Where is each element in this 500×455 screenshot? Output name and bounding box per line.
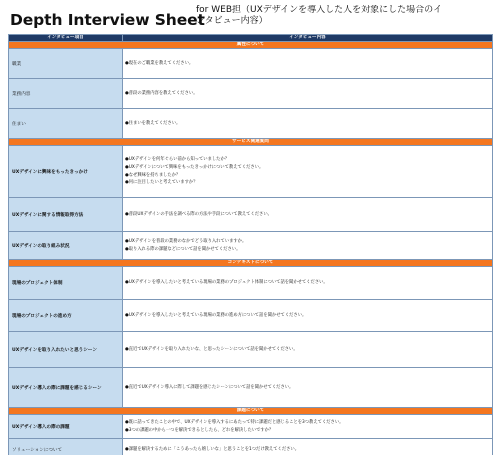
interview-content-cell xyxy=(123,198,493,232)
table-row xyxy=(9,300,493,332)
table-row xyxy=(9,267,493,300)
table-row xyxy=(9,439,493,455)
section-title: サービス関連質問 xyxy=(9,139,493,146)
interview-question: ●UXデザインを普段の業務のなかでどう取り入れていますか。 xyxy=(125,238,247,244)
column-header-item: インタビュー項目 xyxy=(9,35,123,42)
sheet-title: Depth Interview Sheet xyxy=(10,11,205,29)
interview-content-cell xyxy=(123,332,493,368)
interview-question: ●UXデザインを何年ぐらい前から知っていましたか？ xyxy=(125,157,230,163)
table-row xyxy=(9,198,493,232)
interview-content-cell xyxy=(123,267,493,300)
interview-question: ●直近でUXデザインを取り入れたいな、と思ったシーンについて話を聞かせてください。 xyxy=(125,346,298,352)
interview-content-cell xyxy=(123,146,493,198)
interview-question: ●現在のご職業を教えてください。 xyxy=(125,60,194,66)
interview-question: ●UXデザインについて興味をもったきっかけについて教えてください。 xyxy=(125,164,264,170)
interview-table-body xyxy=(9,35,493,455)
interview-question: ●何に注目したいと考えていますか？ xyxy=(125,180,198,186)
table-row xyxy=(9,49,493,79)
table-row xyxy=(9,79,493,109)
interview-item-label: 住まい xyxy=(9,109,123,139)
interview-item-label: UXデザイン導入の際の課題 xyxy=(9,415,123,439)
table-row xyxy=(9,368,493,408)
interview-item-label: UXデザインに興味をもったきっかけ xyxy=(9,146,123,198)
interview-question: ●UXデザインを導入したいと考えている現場の業務の進め方について話を聞かせてください。 xyxy=(125,312,307,318)
interview-question: ●取り入れる際の課題などについて話を聞かせてください。 xyxy=(125,246,241,252)
section-title: コンテキストについて xyxy=(9,260,493,267)
interview-item-label: UXデザインに関する情報取得方法 xyxy=(9,198,123,232)
interview-question: ●課題を解決するために「こうあったら嬉しいな」と思うことを1つだけ教えてください。 xyxy=(125,446,300,452)
table-row xyxy=(9,146,493,198)
interview-content-cell xyxy=(123,300,493,332)
section-header-row xyxy=(9,139,493,146)
interview-item-label: ソリューションについて xyxy=(9,439,123,455)
interview-question: ●住まいを教えてください。 xyxy=(125,120,181,126)
interview-content-cell xyxy=(123,415,493,439)
interview-content-cell xyxy=(123,439,493,455)
interview-content-cell xyxy=(123,49,493,79)
interview-item-label: 現場のプロジェクトの進め方 xyxy=(9,300,123,332)
interview-question: ●なぜ興味を持ちましたか？ xyxy=(125,172,181,178)
interview-question: ●直近でUXデザイン導入に際して課題を感じたシーンについて話を聞かせてください。 xyxy=(125,384,294,390)
interview-content-cell xyxy=(123,109,493,139)
interview-item-label: UXデザインの取り組み状況 xyxy=(9,232,123,260)
column-header-content: インタビュー内容 xyxy=(123,35,493,42)
table-row xyxy=(9,109,493,139)
interview-content-cell xyxy=(123,79,493,109)
interview-content-cell xyxy=(123,368,493,408)
table-row xyxy=(9,332,493,368)
column-header-row xyxy=(9,35,493,42)
interview-content-cell xyxy=(123,232,493,260)
table-row xyxy=(9,232,493,260)
interview-question: ●普段の業務内容を教えてください。 xyxy=(125,90,198,96)
section-title: 属性について xyxy=(9,42,493,49)
sheet-header xyxy=(0,0,500,34)
interview-question: ●UXデザインを導入したいと考えている現場の業務のプロジェクト体制について話を聞かせてください。 xyxy=(125,280,328,286)
interview-table xyxy=(8,34,493,455)
interview-item-label: 業務内容 xyxy=(9,79,123,109)
sheet-subtitle: for WEB担（UXデザインを導入した人を対象にした場合のイ ンタビュー内容） xyxy=(196,5,443,26)
section-title: 課題について xyxy=(9,408,493,415)
interview-question: ●普段UXデザインの手法を調べる際の方法や手段について教えてください。 xyxy=(125,211,272,217)
table-row xyxy=(9,415,493,439)
interview-question: ●既に話ってきたことの中で、UXデザインを導入するにあたって特に課題だと感じることを3つ教えてください。 xyxy=(125,419,344,425)
section-header-row xyxy=(9,260,493,267)
interview-item-label: 現場のプロジェクト体制 xyxy=(9,267,123,300)
section-header-row xyxy=(9,42,493,49)
interview-item-label: UXデザイン導入の際に課題を感じるシーン xyxy=(9,368,123,408)
interview-item-label: UXデザインを取り入れたいと思うシーン xyxy=(9,332,123,368)
section-header-row xyxy=(9,408,493,415)
interview-question: ●3つの課題の中から一つを解決できるとしたら、どれを解決したいですか？ xyxy=(125,427,274,433)
interview-item-label: 職業 xyxy=(9,49,123,79)
